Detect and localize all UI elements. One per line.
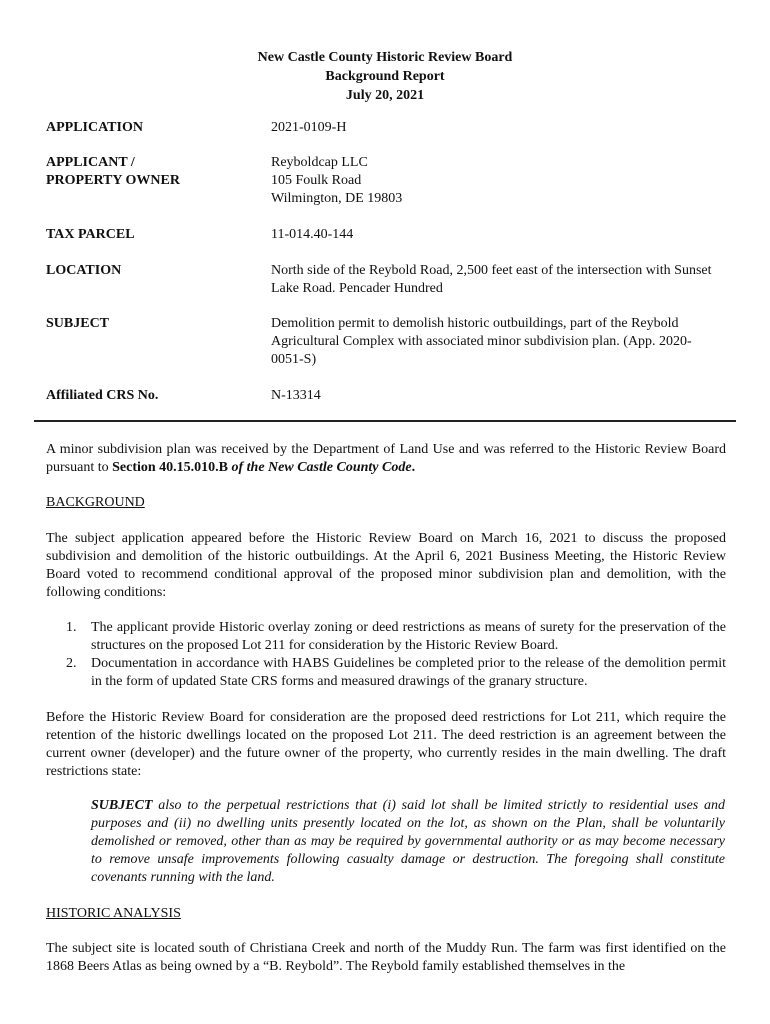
applicant-street: 105 Foulk Road [271, 173, 362, 188]
county-code-ref: of the New Castle County Code [228, 460, 412, 475]
applicant-name: Reyboldcap LLC [271, 155, 368, 170]
report-date: July 20, 2021 [345, 88, 425, 103]
applicant-label-line2: PROPERTY OWNER [46, 173, 180, 188]
condition-text: Documentation in accordance with HABS Guidelines be completed prior to the release of the demolition permit in the form of updated State CRS forms and measured drawings of the granary structure. [91, 656, 726, 689]
report-header [0, 48, 770, 105]
board-name: New Castle County Historic Review Board [257, 50, 513, 65]
quote-lead: SUBJECT [91, 798, 153, 813]
intro-paragraph [46, 441, 726, 477]
section-divider [34, 420, 736, 422]
historic-analysis-paragraph: The subject site is located south of Christiana Creek and north of the Muddy Run. The farm was first identified on the 1868 Beers Atlas as being owned by a “B. Reybold”. The Reybold family established themselves in the [46, 941, 726, 974]
background-paragraph-2: Before the Historic Review Board for consideration are the proposed deed restrictions for Lot 211, which require the retention of the historic dwellings located on the proposed Lot 211. The deed restriction is an agreement between the current owner (developer) and the future owner of the property, who currently resides in the main dwelling. The draft restrictions state: [46, 710, 726, 779]
background-paragraph-1: The subject application appeared before the Historic Review Board on March 16, 2021 to discuss the proposed subdivision and demolition of the historic outbuildings. At the April 6, 2021 Business Meeting, the Historic Review Board voted to recommend conditional approval of the proposed minor subdivision plan and demolition, with the following conditions: [46, 531, 726, 600]
crs-label: Affiliated CRS No. [46, 388, 159, 403]
condition-number: 1. [66, 620, 77, 635]
condition-number: 2. [66, 656, 77, 671]
background-heading: BACKGROUND [46, 495, 145, 510]
code-section-ref: Section 40.15.010.B [112, 460, 228, 475]
deed-restriction-quote [91, 797, 725, 887]
quote-text: also to the perpetual restrictions that (i) said lot shall be limited strictly to residential uses and purposes and (ii) no dwelling units presently located on the lot, as shown on the Plan, shall be voluntarily demolished or removed, other than as may be required by governmental authority or as may become necessary to remove unsafe improvements following casualty damage or destruction. The foregoing shall constitute covenants running with the land. [91, 798, 725, 885]
application-value: 2021-0109-H [271, 120, 347, 135]
tax-parcel-value: 11-014.40-144 [271, 227, 354, 242]
crs-value: N-13314 [271, 388, 321, 403]
historic-analysis-heading: HISTORIC ANALYSIS [46, 906, 181, 921]
condition-text: The applicant provide Historic overlay zoning or deed restrictions as means of surety for the preservation of the structures on the proposed Lot 211 for consideration by the Historic Review Board. [91, 620, 726, 653]
applicant-value [271, 154, 716, 208]
applicant-label [46, 154, 266, 190]
list-item [66, 655, 726, 691]
conditions-list [66, 619, 726, 691]
list-item [66, 619, 726, 655]
location-value: North side of the Reybold Road, 2,500 feet east of the intersection with Sunset Lake Road. Pencader Hundred [271, 263, 712, 296]
intro-text: A minor subdivision plan was received by the Department of Land Use and was referred to the Historic Review Board pursuant to [46, 442, 726, 475]
application-label: APPLICATION [46, 120, 143, 135]
location-label: LOCATION [46, 263, 122, 278]
applicant-label-line1: APPLICANT / [46, 155, 135, 170]
intro-period: . [411, 460, 416, 475]
tax-parcel-label: TAX PARCEL [46, 227, 135, 242]
report-type: Background Report [325, 69, 445, 84]
subject-value: Demolition permit to demolish historic outbuildings, part of the Reybold Agricultural Complex with associated minor subdivision plan. (App. 2020-0051-S) [271, 316, 692, 367]
subject-label: SUBJECT [46, 316, 110, 331]
applicant-city: Wilmington, DE 19803 [271, 191, 403, 206]
